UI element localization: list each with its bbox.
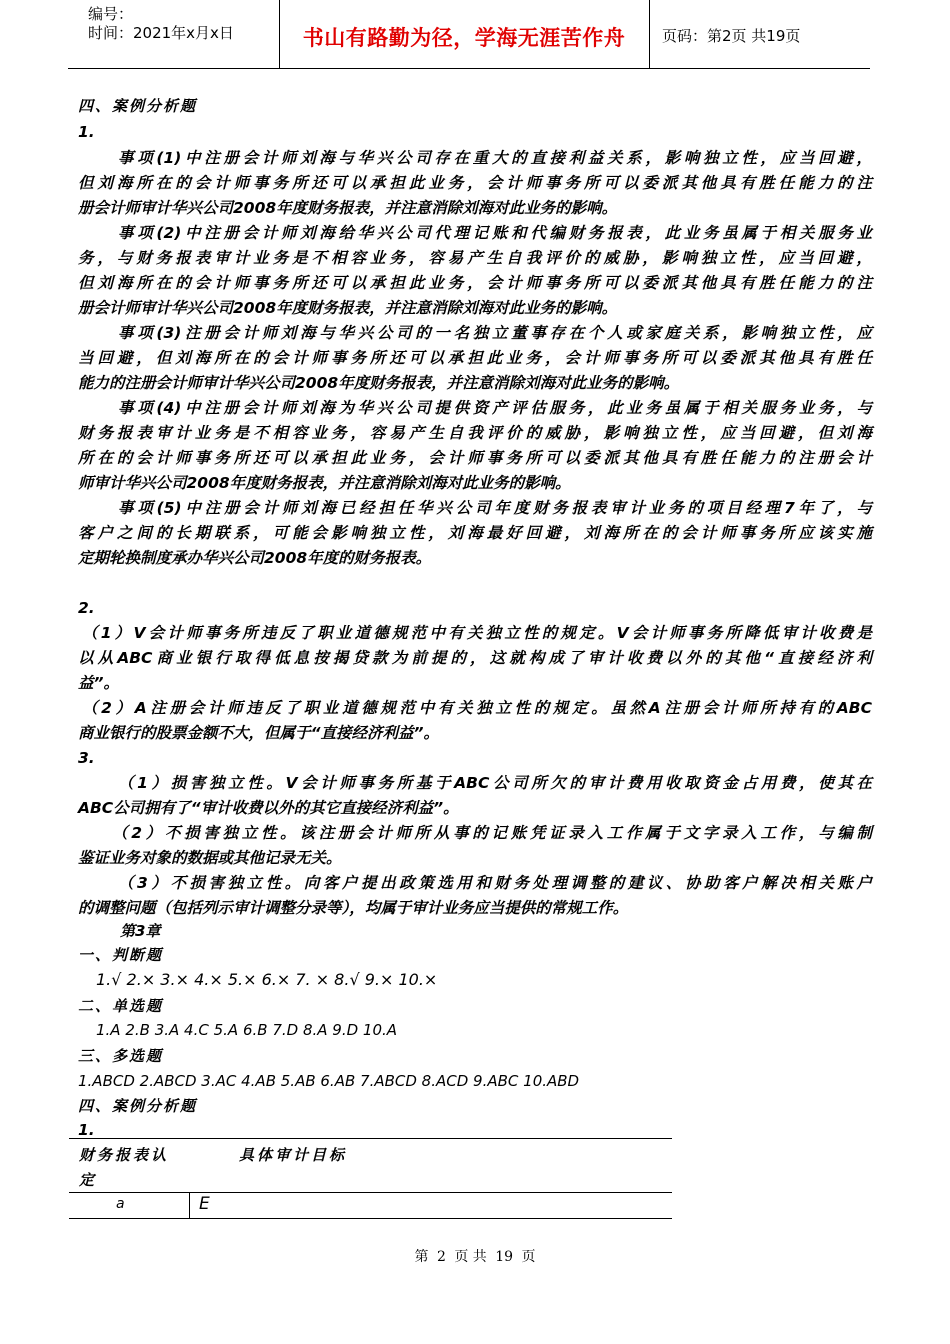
footer-prefix: 第	[414, 1249, 429, 1265]
table-column-divider	[189, 1192, 190, 1218]
document-time-label: 时间：2021年x月x日	[88, 24, 234, 42]
page-header	[68, 0, 870, 69]
table-cell: E	[199, 1194, 210, 1214]
header-meta-cell	[68, 0, 280, 68]
paragraph-line: 以从ABC商业银行取得低息按揭贷款为前提的，这就构成了审计收费以外的其他“直接经济利	[78, 649, 872, 667]
paragraph-line: 的调整问题（包括列示审计调整分录等），均属于审计业务应当提供的常规工作。	[78, 899, 629, 917]
paragraph-line: （3）不损害独立性。向客户提出政策选用和财务处理调整的建议、协助客户解决相关账户	[118, 874, 872, 892]
paragraph-line: 商业银行的股票金额不大，但属于“直接经济利益”。	[78, 724, 439, 742]
answer-line: 1.√ 2.× 3.× 4.× 5.× 6.× 7. × 8.√ 9.× 10.×	[96, 970, 438, 989]
paragraph-line: 定期轮换制度承办华兴公司2008年度的财务报表。	[78, 549, 432, 567]
table-rule	[69, 1138, 672, 1139]
motto-text: 书山有路勤为径，学海无涯苦作舟	[302, 26, 626, 50]
chapter-heading: 第3章	[120, 922, 161, 940]
table-header-assertion-cont: 定	[79, 1171, 95, 1189]
section-heading: 三、多选题	[78, 1047, 164, 1065]
page-footer	[0, 1246, 950, 1266]
header-motto-cell	[279, 0, 650, 68]
footer-mid: 页 共	[454, 1249, 487, 1265]
table-rule	[69, 1218, 672, 1219]
paragraph-line: ABC公司拥有了“审计收费以外的其它直接经济利益”。	[78, 799, 459, 817]
paragraph-line: 务，与财务报表审计业务是不相容业务，容易产生自我评价的威胁，影响独立性，应当回避，	[78, 249, 872, 267]
header-page-info: 页码：第2页 共19页	[662, 27, 801, 45]
paragraph-line: 鉴证业务对象的数据或其他记录无关。	[78, 849, 342, 867]
answer-line: 1.ABCD 2.ABCD 3.AC 4.AB 5.AB 6.AB 7.ABCD 8.ACD 9.ABC 10.ABD	[78, 1072, 580, 1090]
paragraph-line: 师审计华兴公司2008年度财务报表，并注意消除刘海对此业务的影响。	[78, 474, 571, 492]
footer-total-pages: 19	[495, 1249, 514, 1265]
paragraph-line: 益”。	[78, 674, 119, 692]
item-number: 1.	[78, 1121, 95, 1139]
item-number: 3.	[78, 749, 95, 767]
paragraph-line: 能力的注册会计师审计华兴公司2008年度财务报表，并注意消除刘海对此业务的影响。	[78, 374, 680, 392]
table-header-assertion: 财务报表认	[79, 1146, 170, 1164]
paragraph-line: 册会计师审计华兴公司2008年度财务报表，并注意消除刘海对此业务的影响。	[78, 299, 618, 317]
paragraph-line: 事项(4)中注册会计师刘海为华兴公司提供资产评估服务，此业务虽属于相关服务业务，与	[118, 399, 872, 417]
paragraph-line: 客户之间的长期联系，可能会影响独立性，刘海最好回避，刘海所在的会计师事务所应该实施	[78, 524, 872, 542]
paragraph-line: 册会计师审计华兴公司2008年度财务报表，并注意消除刘海对此业务的影响。	[78, 199, 618, 217]
section-heading: 四、案例分析题	[78, 1097, 198, 1115]
header-page-cell	[650, 0, 870, 68]
table-rule	[69, 1192, 672, 1193]
paragraph-line: 事项(2)中注册会计师刘海给华兴公司代理记账和代编财务报表，此业务虽属于相关服务业	[118, 224, 872, 242]
section-heading: 一、判断题	[78, 946, 164, 964]
paragraph-line: （1）损害独立性。V会计师事务所基于ABC公司所欠的审计费用收取资金占用费，使其在	[118, 774, 872, 792]
paragraph-line: 财务报表审计业务是不相容业务，容易产生自我评价的威胁，影响独立性，应当回避，但刘海	[78, 424, 872, 442]
item-number: 1.	[78, 123, 95, 141]
footer-suffix: 页	[521, 1249, 536, 1265]
answer-line: 1.A 2.B 3.A 4.C 5.A 6.B 7.D 8.A 9.D 10.A	[96, 1021, 398, 1039]
paragraph-line: 事项(5)中注册会计师刘海已经担任华兴公司年度财务报表审计业务的项目经理7年了，与	[118, 499, 872, 517]
paragraph-line: （1）V会计师事务所违反了职业道德规范中有关独立性的规定。V会计师事务所降低审计收费是	[82, 624, 872, 642]
table-cell: a	[116, 1196, 125, 1212]
paragraph-line: 事项(3)注册会计师刘海与华兴公司的一名独立董事存在个人或家庭关系，影响独立性，应	[118, 324, 872, 342]
section-heading: 四、案例分析题	[78, 97, 198, 115]
paragraph-line: （2）不损害独立性。该注册会计师所从事的记账凭证录入工作属于文字录入工作，与编制	[112, 824, 872, 842]
paragraph-line: 但刘海所在的会计师事务所还可以承担此业务，会计师事务所可以委派其他具有胜任能力的注	[78, 274, 872, 292]
footer-page-number: 2	[436, 1249, 446, 1265]
paragraph-line: 所在的会计师事务所还可以承担此业务，会计师事务所可以委派其他具有胜任能力的注册会计	[78, 449, 872, 467]
paragraph-line: （2）A注册会计师违反了职业道德规范中有关独立性的规定。虽然A注册会计师所持有的ABC	[82, 699, 872, 717]
item-number: 2.	[78, 599, 95, 617]
paragraph-line: 但刘海所在的会计师事务所还可以承担此业务，会计师事务所可以委派其他具有胜任能力的注	[78, 174, 872, 192]
paragraph-line: 事项(1)中注册会计师刘海与华兴公司存在重大的直接利益关系，影响独立性，应当回避，	[118, 149, 872, 167]
section-heading: 二、单选题	[78, 997, 164, 1015]
document-number-label: 编号：	[88, 5, 134, 23]
table-header-objective: 具体审计目标	[239, 1146, 348, 1164]
audit-objective-table	[69, 1138, 672, 1218]
paragraph-line: 当回避，但刘海所在的会计师事务所还可以承担此业务，会计师事务所可以委派其他具有胜任	[78, 349, 872, 367]
